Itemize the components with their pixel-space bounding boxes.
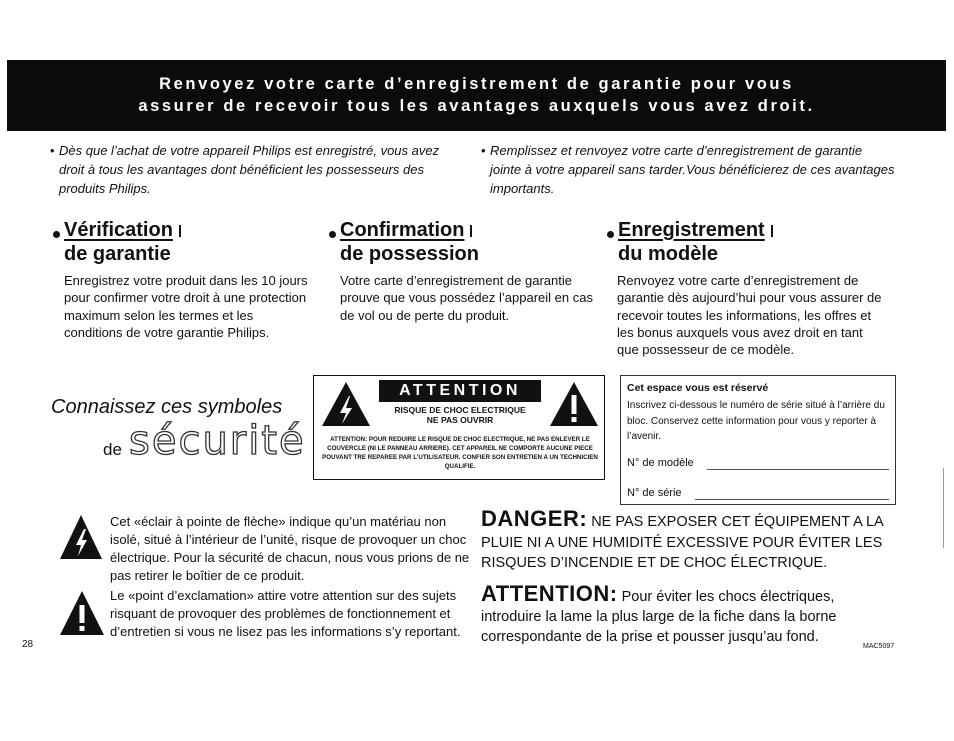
column-heading-confirmation	[340, 218, 479, 266]
tick-mark	[179, 225, 181, 237]
intro-right-text: Remplissez et renvoyez votre carte d’enregistrement de garantie jointe à votre appareil sans tarder.Vous bénéficierez de ces avantages importants.	[490, 143, 895, 196]
exclamation-warning-icon	[59, 590, 105, 636]
intro-left	[50, 141, 467, 198]
column-heading-enregistrement	[618, 218, 773, 266]
attention-box	[313, 375, 605, 480]
column-title-line1: Enregistrement	[618, 219, 765, 241]
reserved-box	[620, 375, 896, 505]
column-heading-verification	[64, 218, 181, 266]
symbols-title: Connaissez ces symboles	[51, 396, 283, 418]
bullet-dot-icon	[53, 231, 60, 238]
danger-warning	[481, 506, 896, 574]
attention-note-label: ATTENTION:	[481, 581, 618, 606]
banner-line-1: Renvoyez votre carte d’enregistrement de garantie pour vous	[159, 75, 794, 93]
bullet-dot-icon	[607, 231, 614, 238]
serial-label: N° de série	[627, 487, 682, 499]
intro-right	[481, 141, 895, 198]
bullet-icon: •	[50, 143, 55, 158]
attention-note-text: Pour éviter les chocs électriques, introduire la lame la plus large de la fiche dans la borne correspondante de la prise et pousser jusqu’au fond.	[481, 589, 837, 645]
serial-number-line[interactable]	[695, 499, 889, 500]
column-body-confirmation: Votre carte d’enregistrement de garantie prouve que vous possédez l’appareil en cas de vol ou de perte du produit.	[340, 273, 593, 323]
exclamation-triangle-icon	[548, 380, 600, 428]
intro-left-text: Dès que l’achat de votre appareil Philips est enregistré, vous avez droit à tous les avantages dont bénéficient les possesseurs des produits Philips.	[59, 143, 440, 196]
edge-rule	[943, 468, 944, 548]
symbols-securite: sécurité	[129, 418, 306, 464]
lightning-triangle-icon	[320, 380, 372, 428]
tick-mark	[771, 225, 773, 237]
attention-subtitle	[376, 405, 544, 425]
header-banner	[7, 60, 946, 131]
column-title-line2: du modèle	[618, 243, 719, 265]
exclamation-note: Le «point d’exclamation» attire votre attention sur des sujets risquant de provoquer des problèmes de fonctionnement et d’entretien si vous ne lisez pas les informations s’y reportant.	[110, 588, 461, 639]
symbols-de: de	[103, 440, 122, 459]
attention-label: ATTENTION	[379, 380, 541, 402]
column-title-line1: Confirmation	[340, 219, 465, 241]
tick-mark	[470, 225, 472, 237]
model-label: N° de modèle	[627, 457, 694, 469]
model-number-line[interactable]	[707, 469, 889, 470]
attention-warning	[481, 581, 896, 647]
attention-subtitle-line2: NE PAS OUVRIR	[426, 415, 494, 425]
attention-subtitle-line1: RISQUE DE CHOC ELECTRIQUE	[394, 405, 526, 415]
lightning-warning-icon	[59, 514, 103, 560]
column-title-line1: Vérification	[64, 219, 173, 241]
bullet-dot-icon	[329, 231, 336, 238]
banner-line-2: assurer de recevoir tous les avantages auxquels vous avez droit.	[138, 97, 815, 115]
attention-fine-print: ATTENTION: POUR REDUIRE LE RISQUE DE CHOC ELECTRIQUE, NE PAS ENLEVER LE COUVERCLE (NI LE PANNEAU ARRIERE). CET APPAREIL NE COMPORTE AUCUNE PIECE POUVANT TRE REPAREE PAR L’UTILISATEUR. CONFIER SON ENTRETIEN A UN TECHNICIEN QUALIFIE.	[322, 436, 598, 470]
column-title-line2: de garantie	[64, 243, 171, 265]
column-title-line2: de possession	[340, 243, 479, 265]
danger-label: DANGER:	[481, 506, 588, 531]
column-body-verification: Enregistrez votre produit dans les 10 jours pour confirmer votre droit à une protection maximum selon les termes et les conditions de votre garantie Philips.	[64, 273, 308, 340]
reserved-text: Inscrivez ci-dessous le numéro de série situé à l’arrière du bloc. Conservez cette information pour vous y reporter à l’avenir.	[627, 400, 885, 442]
reserved-title: Cet espace vous est réservé	[627, 382, 769, 394]
page-number: 28	[22, 639, 34, 650]
bullet-icon: •	[481, 143, 486, 158]
lightning-note: Cet «éclair à pointe de flèche» indique qu’un matériau non isolé, situé à l’intérieur de l’unité, risque de provoquer un choc électrique. Pour la sécurité de chacun, nous vous prions de ne pas retirer le boîtier de ce produit.	[110, 514, 470, 583]
column-body-enregistrement: Renvoyez votre carte d’enregistrement de garantie dès aujourd’hui pour vous assurer de recevoir toutes les informations, les offres et les bonus auxquels vous avez droit en tant que possesseur de ce modèle.	[617, 273, 882, 358]
document-code: MAC5097	[863, 643, 895, 650]
danger-text: NE PAS EXPOSER CET ÉQUIPEMENT A LA PLUIE NI A UNE HUMIDITÉ EXCESSIVE POUR ÉVITER LES RISQUES D’INCENDIE ET DE CHOC ÉLECTRIQUE.	[481, 514, 883, 571]
